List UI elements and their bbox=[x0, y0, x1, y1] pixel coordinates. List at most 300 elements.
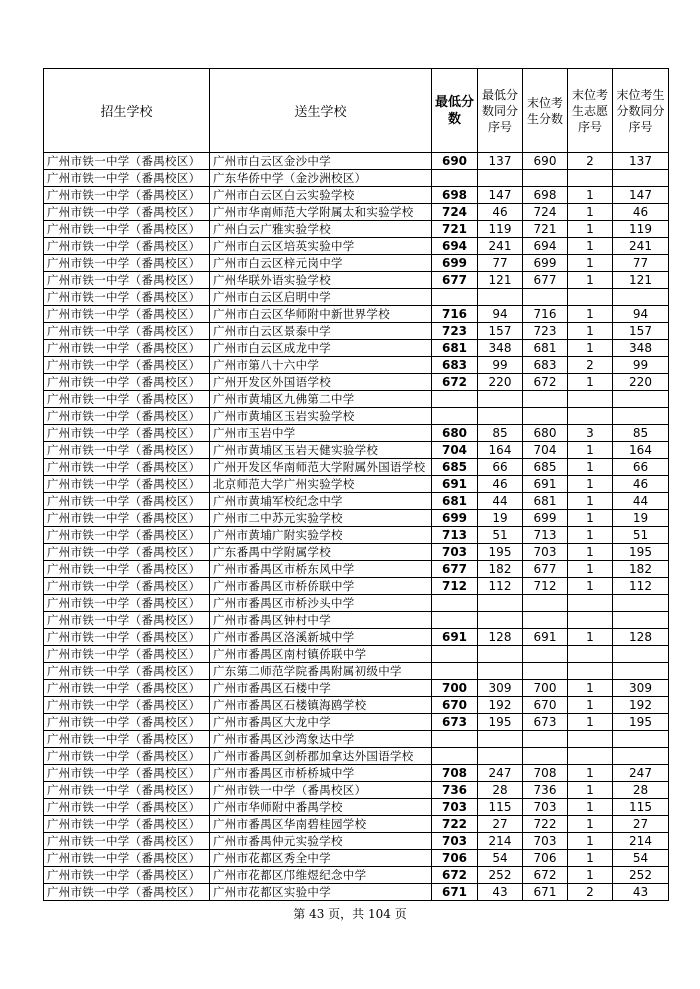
cell-last-same-rank: 348 bbox=[613, 340, 669, 357]
header-sender: 送生学校 bbox=[210, 69, 432, 153]
cell-school: 广州市铁一中学（番禺校区） bbox=[44, 731, 210, 748]
header-last-same-rank: 末位考生分数同分序号 bbox=[613, 69, 669, 153]
cell-last-score: 677 bbox=[523, 561, 568, 578]
table-row bbox=[44, 799, 669, 816]
cell-sender: 广州市白云区梓元岗中学 bbox=[210, 255, 432, 272]
cell-school: 广州市铁一中学（番禺校区） bbox=[44, 374, 210, 391]
cell-last-score: 671 bbox=[523, 884, 568, 901]
header-min-score: 最低分数 bbox=[432, 69, 478, 153]
cell-last-same-rank bbox=[613, 408, 669, 425]
cell-sender: 广州市番禺区剑桥郡加拿达外国语学校 bbox=[210, 748, 432, 765]
cell-last-choice: 1 bbox=[568, 221, 613, 238]
cell-school: 广州市铁一中学（番禺校区） bbox=[44, 561, 210, 578]
cell-min-score bbox=[432, 748, 478, 765]
table-row bbox=[44, 272, 669, 289]
table-row bbox=[44, 170, 669, 187]
cell-school: 广州市铁一中学（番禺校区） bbox=[44, 850, 210, 867]
cell-school: 广州市铁一中学（番禺校区） bbox=[44, 748, 210, 765]
cell-last-score: 716 bbox=[523, 306, 568, 323]
cell-school: 广州市铁一中学（番禺校区） bbox=[44, 425, 210, 442]
cell-school: 广州市铁一中学（番禺校区） bbox=[44, 714, 210, 731]
table-row bbox=[44, 595, 669, 612]
cell-last-score: 703 bbox=[523, 833, 568, 850]
table-row bbox=[44, 850, 669, 867]
cell-min-score: 691 bbox=[432, 629, 478, 646]
cell-last-choice: 1 bbox=[568, 493, 613, 510]
cell-min-score: 681 bbox=[432, 340, 478, 357]
table-row bbox=[44, 221, 669, 238]
header-school: 招生学校 bbox=[44, 69, 210, 153]
table-row bbox=[44, 731, 669, 748]
cell-last-choice: 1 bbox=[568, 697, 613, 714]
cell-last-choice: 1 bbox=[568, 578, 613, 595]
table-row bbox=[44, 340, 669, 357]
table-row bbox=[44, 663, 669, 680]
cell-last-same-rank: 43 bbox=[613, 884, 669, 901]
cell-last-choice: 2 bbox=[568, 153, 613, 170]
cell-last-same-rank bbox=[613, 170, 669, 187]
cell-min-score: 671 bbox=[432, 884, 478, 901]
cell-school: 广州市铁一中学（番禺校区） bbox=[44, 595, 210, 612]
cell-sender: 广州市华师附中番禺学校 bbox=[210, 799, 432, 816]
cell-sender: 广州市番禺区钟村中学 bbox=[210, 612, 432, 629]
cell-sender: 广州市黄埔区玉岩天健实验学校 bbox=[210, 442, 432, 459]
cell-min-same-rank: 137 bbox=[478, 153, 523, 170]
cell-last-same-rank: 77 bbox=[613, 255, 669, 272]
cell-last-score: 672 bbox=[523, 867, 568, 884]
cell-last-score: 700 bbox=[523, 680, 568, 697]
cell-school: 广州市铁一中学（番禺校区） bbox=[44, 663, 210, 680]
cell-last-choice: 1 bbox=[568, 442, 613, 459]
cell-last-choice: 1 bbox=[568, 850, 613, 867]
cell-school: 广州市铁一中学（番禺校区） bbox=[44, 255, 210, 272]
table-row bbox=[44, 425, 669, 442]
cell-min-score bbox=[432, 391, 478, 408]
cell-last-choice: 1 bbox=[568, 680, 613, 697]
cell-last-choice: 1 bbox=[568, 629, 613, 646]
cell-last-choice: 1 bbox=[568, 238, 613, 255]
cell-last-choice: 1 bbox=[568, 187, 613, 204]
cell-last-score: 694 bbox=[523, 238, 568, 255]
cell-min-same-rank bbox=[478, 612, 523, 629]
cell-sender: 广州市番禺区华南碧桂园学校 bbox=[210, 816, 432, 833]
cell-min-score bbox=[432, 170, 478, 187]
table-row bbox=[44, 816, 669, 833]
cell-last-score: 722 bbox=[523, 816, 568, 833]
cell-last-choice: 1 bbox=[568, 510, 613, 527]
cell-min-same-rank: 157 bbox=[478, 323, 523, 340]
table-row bbox=[44, 714, 669, 731]
cell-min-same-rank: 51 bbox=[478, 527, 523, 544]
cell-min-score: 690 bbox=[432, 153, 478, 170]
cell-sender: 广州市花都区邝维煜纪念中学 bbox=[210, 867, 432, 884]
cell-min-same-rank: 19 bbox=[478, 510, 523, 527]
cell-min-same-rank: 46 bbox=[478, 476, 523, 493]
cell-last-same-rank: 214 bbox=[613, 833, 669, 850]
cell-min-score bbox=[432, 595, 478, 612]
cell-sender: 广州华联外语实验学校 bbox=[210, 272, 432, 289]
cell-last-same-rank: 94 bbox=[613, 306, 669, 323]
cell-min-score: 699 bbox=[432, 255, 478, 272]
table-row bbox=[44, 680, 669, 697]
cell-last-same-rank: 46 bbox=[613, 204, 669, 221]
cell-last-same-rank bbox=[613, 646, 669, 663]
cell-min-same-rank bbox=[478, 170, 523, 187]
cell-school: 广州市铁一中学（番禺校区） bbox=[44, 578, 210, 595]
cell-min-same-rank: 115 bbox=[478, 799, 523, 816]
cell-sender: 广州市黄埔区九佛第二中学 bbox=[210, 391, 432, 408]
cell-sender: 广州市第八十六中学 bbox=[210, 357, 432, 374]
cell-school: 广州市铁一中学（番禺校区） bbox=[44, 527, 210, 544]
cell-min-score: 698 bbox=[432, 187, 478, 204]
cell-last-same-rank bbox=[613, 595, 669, 612]
cell-sender: 广州市白云区白云实验学校 bbox=[210, 187, 432, 204]
cell-last-score: 673 bbox=[523, 714, 568, 731]
table-row bbox=[44, 408, 669, 425]
cell-last-same-rank: 128 bbox=[613, 629, 669, 646]
cell-last-same-rank: 27 bbox=[613, 816, 669, 833]
cell-min-score bbox=[432, 646, 478, 663]
cell-sender: 广州市白云区华师附中新世界学校 bbox=[210, 306, 432, 323]
cell-sender: 广州开发区华南师范大学附属外国语学校 bbox=[210, 459, 432, 476]
cell-min-score bbox=[432, 408, 478, 425]
cell-min-score bbox=[432, 612, 478, 629]
cell-min-same-rank: 348 bbox=[478, 340, 523, 357]
cell-min-score: 672 bbox=[432, 867, 478, 884]
cell-sender: 广州市白云区成龙中学 bbox=[210, 340, 432, 357]
cell-school: 广州市铁一中学（番禺校区） bbox=[44, 765, 210, 782]
cell-last-score bbox=[523, 289, 568, 306]
table-row bbox=[44, 459, 669, 476]
cell-last-same-rank: 195 bbox=[613, 544, 669, 561]
cell-min-score: 736 bbox=[432, 782, 478, 799]
cell-last-score: 708 bbox=[523, 765, 568, 782]
cell-school: 广州市铁一中学（番禺校区） bbox=[44, 816, 210, 833]
table-row bbox=[44, 238, 669, 255]
table-row bbox=[44, 289, 669, 306]
cell-last-same-rank: 46 bbox=[613, 476, 669, 493]
cell-min-score: 670 bbox=[432, 697, 478, 714]
cell-min-same-rank: 66 bbox=[478, 459, 523, 476]
cell-last-choice bbox=[568, 289, 613, 306]
cell-last-score: 704 bbox=[523, 442, 568, 459]
cell-last-choice: 3 bbox=[568, 425, 613, 442]
table-row bbox=[44, 833, 669, 850]
cell-last-score: 670 bbox=[523, 697, 568, 714]
cell-school: 广州市铁一中学（番禺校区） bbox=[44, 289, 210, 306]
cell-sender: 广州市番禺区石楼中学 bbox=[210, 680, 432, 697]
cell-sender: 广州市番禺区南村镇侨联中学 bbox=[210, 646, 432, 663]
cell-last-score: 685 bbox=[523, 459, 568, 476]
cell-last-choice bbox=[568, 646, 613, 663]
cell-sender: 广州市黄埔军校纪念中学 bbox=[210, 493, 432, 510]
cell-last-same-rank bbox=[613, 289, 669, 306]
cell-last-score: 690 bbox=[523, 153, 568, 170]
table-row bbox=[44, 748, 669, 765]
cell-school: 广州市铁一中学（番禺校区） bbox=[44, 408, 210, 425]
cell-min-same-rank bbox=[478, 391, 523, 408]
cell-last-score: 699 bbox=[523, 255, 568, 272]
cell-min-score: 685 bbox=[432, 459, 478, 476]
cell-sender: 广州市番禺区市桥沙头中学 bbox=[210, 595, 432, 612]
table-row bbox=[44, 544, 669, 561]
cell-last-score: 736 bbox=[523, 782, 568, 799]
cell-last-choice: 1 bbox=[568, 527, 613, 544]
cell-min-score: 703 bbox=[432, 799, 478, 816]
cell-sender: 广州市白云区景泰中学 bbox=[210, 323, 432, 340]
cell-min-score: 677 bbox=[432, 272, 478, 289]
cell-min-score: 712 bbox=[432, 578, 478, 595]
table-row bbox=[44, 527, 669, 544]
cell-last-same-rank: 28 bbox=[613, 782, 669, 799]
cell-school: 广州市铁一中学（番禺校区） bbox=[44, 442, 210, 459]
cell-min-same-rank bbox=[478, 646, 523, 663]
cell-last-same-rank: 252 bbox=[613, 867, 669, 884]
table-row bbox=[44, 374, 669, 391]
cell-school: 广州市铁一中学（番禺校区） bbox=[44, 272, 210, 289]
cell-min-score: 672 bbox=[432, 374, 478, 391]
table-row bbox=[44, 867, 669, 884]
cell-last-choice: 1 bbox=[568, 833, 613, 850]
cell-last-score bbox=[523, 170, 568, 187]
cell-last-choice bbox=[568, 170, 613, 187]
cell-last-score: 680 bbox=[523, 425, 568, 442]
cell-last-choice: 1 bbox=[568, 272, 613, 289]
cell-last-choice bbox=[568, 731, 613, 748]
cell-min-score: 706 bbox=[432, 850, 478, 867]
cell-last-same-rank bbox=[613, 663, 669, 680]
cell-last-choice: 2 bbox=[568, 357, 613, 374]
cell-sender: 广州市番禺区沙湾象达中学 bbox=[210, 731, 432, 748]
cell-last-same-rank: 309 bbox=[613, 680, 669, 697]
cell-sender: 广州市华南师范大学附属太和实验学校 bbox=[210, 204, 432, 221]
cell-sender: 广州市黄埔广附实验学校 bbox=[210, 527, 432, 544]
cell-last-choice: 1 bbox=[568, 255, 613, 272]
cell-last-score: 683 bbox=[523, 357, 568, 374]
table-row bbox=[44, 476, 669, 493]
cell-min-score: 681 bbox=[432, 493, 478, 510]
table-row bbox=[44, 884, 669, 901]
cell-min-same-rank: 43 bbox=[478, 884, 523, 901]
header-min-same-rank: 最低分数同分序号 bbox=[478, 69, 523, 153]
cell-last-choice: 1 bbox=[568, 782, 613, 799]
cell-school: 广州市铁一中学（番禺校区） bbox=[44, 697, 210, 714]
cell-last-choice: 1 bbox=[568, 544, 613, 561]
cell-last-score: 681 bbox=[523, 340, 568, 357]
cell-school: 广州市铁一中学（番禺校区） bbox=[44, 782, 210, 799]
cell-sender: 广东华侨中学（金沙洲校区） bbox=[210, 170, 432, 187]
cell-last-same-rank: 19 bbox=[613, 510, 669, 527]
table-row bbox=[44, 765, 669, 782]
cell-min-score: 708 bbox=[432, 765, 478, 782]
cell-min-same-rank: 220 bbox=[478, 374, 523, 391]
cell-school: 广州市铁一中学（番禺校区） bbox=[44, 238, 210, 255]
table-row bbox=[44, 153, 669, 170]
table-row bbox=[44, 255, 669, 272]
cell-school: 广州市铁一中学（番禺校区） bbox=[44, 884, 210, 901]
cell-last-same-rank: 85 bbox=[613, 425, 669, 442]
cell-sender: 广州市番禺区市桥东风中学 bbox=[210, 561, 432, 578]
cell-last-choice: 1 bbox=[568, 714, 613, 731]
cell-school: 广州市铁一中学（番禺校区） bbox=[44, 459, 210, 476]
cell-min-same-rank: 164 bbox=[478, 442, 523, 459]
cell-last-same-rank bbox=[613, 731, 669, 748]
cell-min-same-rank: 27 bbox=[478, 816, 523, 833]
cell-last-same-rank bbox=[613, 391, 669, 408]
cell-last-score: 703 bbox=[523, 544, 568, 561]
cell-min-same-rank: 44 bbox=[478, 493, 523, 510]
cell-min-score: 691 bbox=[432, 476, 478, 493]
cell-last-score: 712 bbox=[523, 578, 568, 595]
cell-last-same-rank: 99 bbox=[613, 357, 669, 374]
cell-school: 广州市铁一中学（番禺校区） bbox=[44, 170, 210, 187]
cell-last-choice: 1 bbox=[568, 561, 613, 578]
cell-last-same-rank: 247 bbox=[613, 765, 669, 782]
cell-last-same-rank: 44 bbox=[613, 493, 669, 510]
cell-sender: 广州市番禺区石楼镇海鸥学校 bbox=[210, 697, 432, 714]
cell-school: 广州市铁一中学（番禺校区） bbox=[44, 629, 210, 646]
cell-min-same-rank: 252 bbox=[478, 867, 523, 884]
cell-school: 广州市铁一中学（番禺校区） bbox=[44, 646, 210, 663]
table-row bbox=[44, 323, 669, 340]
cell-last-same-rank: 192 bbox=[613, 697, 669, 714]
table-row bbox=[44, 306, 669, 323]
cell-last-score bbox=[523, 391, 568, 408]
cell-last-same-rank: 121 bbox=[613, 272, 669, 289]
cell-min-same-rank: 309 bbox=[478, 680, 523, 697]
cell-sender: 广州市花都区实验中学 bbox=[210, 884, 432, 901]
cell-last-score bbox=[523, 595, 568, 612]
page-footer: 第 43 页，共 104 页 bbox=[293, 907, 407, 921]
cell-last-choice: 1 bbox=[568, 340, 613, 357]
cell-min-same-rank: 94 bbox=[478, 306, 523, 323]
cell-sender: 广州市白云区培英实验中学 bbox=[210, 238, 432, 255]
cell-sender: 广州市番禺仲元实验学校 bbox=[210, 833, 432, 850]
cell-min-same-rank bbox=[478, 595, 523, 612]
cell-min-same-rank: 195 bbox=[478, 714, 523, 731]
cell-last-score: 698 bbox=[523, 187, 568, 204]
cell-min-score: 683 bbox=[432, 357, 478, 374]
cell-last-same-rank: 119 bbox=[613, 221, 669, 238]
cell-min-score: 716 bbox=[432, 306, 478, 323]
cell-school: 广州市铁一中学（番禺校区） bbox=[44, 833, 210, 850]
cell-min-score bbox=[432, 731, 478, 748]
cell-last-choice bbox=[568, 748, 613, 765]
cell-last-choice: 1 bbox=[568, 867, 613, 884]
cell-last-same-rank bbox=[613, 748, 669, 765]
cell-min-same-rank: 77 bbox=[478, 255, 523, 272]
cell-school: 广州市铁一中学（番禺校区） bbox=[44, 391, 210, 408]
cell-min-score: 673 bbox=[432, 714, 478, 731]
cell-min-same-rank bbox=[478, 748, 523, 765]
cell-last-same-rank: 220 bbox=[613, 374, 669, 391]
cell-school: 广州市铁一中学（番禺校区） bbox=[44, 493, 210, 510]
cell-sender: 广州市白云区启明中学 bbox=[210, 289, 432, 306]
cell-sender: 广州市白云区金沙中学 bbox=[210, 153, 432, 170]
cell-min-same-rank: 247 bbox=[478, 765, 523, 782]
cell-min-same-rank: 182 bbox=[478, 561, 523, 578]
cell-last-score: 721 bbox=[523, 221, 568, 238]
cell-last-same-rank: 182 bbox=[613, 561, 669, 578]
cell-school: 广州市铁一中学（番禺校区） bbox=[44, 187, 210, 204]
cell-min-score bbox=[432, 289, 478, 306]
cell-sender: 广州市二中苏元实验学校 bbox=[210, 510, 432, 527]
cell-last-choice: 1 bbox=[568, 816, 613, 833]
cell-last-score: 699 bbox=[523, 510, 568, 527]
cell-min-same-rank bbox=[478, 289, 523, 306]
cell-school: 广州市铁一中学（番禺校区） bbox=[44, 221, 210, 238]
cell-sender: 广东第二师范学院番禺附属初级中学 bbox=[210, 663, 432, 680]
cell-last-same-rank: 157 bbox=[613, 323, 669, 340]
cell-min-score: 703 bbox=[432, 833, 478, 850]
cell-last-choice: 1 bbox=[568, 306, 613, 323]
cell-last-score bbox=[523, 731, 568, 748]
table-row bbox=[44, 629, 669, 646]
cell-last-same-rank: 195 bbox=[613, 714, 669, 731]
cell-school: 广州市铁一中学（番禺校区） bbox=[44, 204, 210, 221]
cell-last-choice: 1 bbox=[568, 476, 613, 493]
cell-last-score: 677 bbox=[523, 272, 568, 289]
cell-last-choice: 1 bbox=[568, 765, 613, 782]
header-last-score: 末位考生分数 bbox=[523, 69, 568, 153]
cell-school: 广州市铁一中学（番禺校区） bbox=[44, 323, 210, 340]
cell-sender: 广州市番禺区大龙中学 bbox=[210, 714, 432, 731]
cell-min-same-rank: 85 bbox=[478, 425, 523, 442]
cell-last-score bbox=[523, 646, 568, 663]
cell-last-choice: 1 bbox=[568, 204, 613, 221]
cell-last-same-rank: 137 bbox=[613, 153, 669, 170]
cell-sender: 北京师范大学广州实验学校 bbox=[210, 476, 432, 493]
cell-school: 广州市铁一中学（番禺校区） bbox=[44, 544, 210, 561]
table-row bbox=[44, 204, 669, 221]
cell-last-choice bbox=[568, 612, 613, 629]
cell-min-same-rank: 128 bbox=[478, 629, 523, 646]
cell-last-score: 691 bbox=[523, 476, 568, 493]
cell-last-score bbox=[523, 663, 568, 680]
cell-min-score: 703 bbox=[432, 544, 478, 561]
cell-last-score: 681 bbox=[523, 493, 568, 510]
cell-min-same-rank: 195 bbox=[478, 544, 523, 561]
cell-last-score bbox=[523, 748, 568, 765]
cell-min-score: 704 bbox=[432, 442, 478, 459]
cell-min-same-rank: 54 bbox=[478, 850, 523, 867]
cell-last-score: 706 bbox=[523, 850, 568, 867]
cell-sender: 广东番禺中学附属学校 bbox=[210, 544, 432, 561]
cell-last-same-rank: 112 bbox=[613, 578, 669, 595]
cell-last-score: 713 bbox=[523, 527, 568, 544]
cell-last-choice bbox=[568, 408, 613, 425]
table-row bbox=[44, 187, 669, 204]
cell-school: 广州市铁一中学（番禺校区） bbox=[44, 476, 210, 493]
cell-min-same-rank bbox=[478, 731, 523, 748]
cell-sender: 广州开发区外国语学校 bbox=[210, 374, 432, 391]
table-row bbox=[44, 391, 669, 408]
cell-min-same-rank: 147 bbox=[478, 187, 523, 204]
cell-last-choice: 1 bbox=[568, 459, 613, 476]
cell-min-score bbox=[432, 663, 478, 680]
cell-min-score: 677 bbox=[432, 561, 478, 578]
cell-last-choice: 1 bbox=[568, 799, 613, 816]
table-row bbox=[44, 578, 669, 595]
cell-last-score bbox=[523, 408, 568, 425]
cell-last-same-rank: 115 bbox=[613, 799, 669, 816]
cell-sender: 广州市玉岩中学 bbox=[210, 425, 432, 442]
table-row bbox=[44, 561, 669, 578]
cell-min-score: 713 bbox=[432, 527, 478, 544]
cell-min-same-rank bbox=[478, 408, 523, 425]
cell-last-same-rank bbox=[613, 612, 669, 629]
cell-min-same-rank: 46 bbox=[478, 204, 523, 221]
